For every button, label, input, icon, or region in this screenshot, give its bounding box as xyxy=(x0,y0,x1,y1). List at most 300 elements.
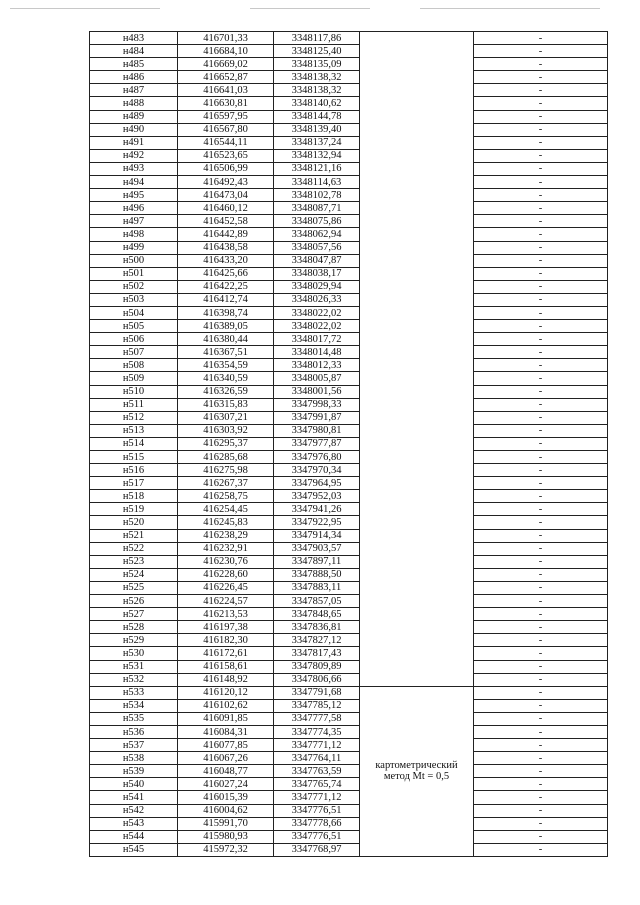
x-coordinate-cell: 415980,93 xyxy=(178,830,274,843)
note-cell: - xyxy=(474,647,608,660)
table-row xyxy=(90,647,608,660)
x-coordinate-cell: 416120,12 xyxy=(178,686,274,699)
note-cell: - xyxy=(474,817,608,830)
table-row xyxy=(90,189,608,202)
y-coordinate-cell: 3348121,16 xyxy=(274,162,360,175)
point-name-cell: н498 xyxy=(90,228,178,241)
point-name-cell: н484 xyxy=(90,45,178,58)
table-row xyxy=(90,843,608,856)
note-cell: - xyxy=(474,608,608,621)
table-row xyxy=(90,752,608,765)
note-cell: - xyxy=(474,372,608,385)
table-row xyxy=(90,320,608,333)
y-coordinate-cell: 3348005,87 xyxy=(274,372,360,385)
y-coordinate-cell: 3347764,11 xyxy=(274,752,360,765)
x-coordinate-cell: 416267,37 xyxy=(178,477,274,490)
x-coordinate-cell: 416230,76 xyxy=(178,555,274,568)
y-coordinate-cell: 3347897,11 xyxy=(274,555,360,568)
x-coordinate-cell: 416412,74 xyxy=(178,293,274,306)
x-coordinate-cell: 416091,85 xyxy=(178,712,274,725)
point-name-cell: н502 xyxy=(90,280,178,293)
note-cell: - xyxy=(474,464,608,477)
y-coordinate-cell: 3347980,81 xyxy=(274,424,360,437)
note-cell: - xyxy=(474,712,608,725)
x-coordinate-cell: 416398,74 xyxy=(178,306,274,319)
y-coordinate-cell: 3347763,59 xyxy=(274,765,360,778)
note-cell: - xyxy=(474,123,608,136)
note-cell: - xyxy=(474,778,608,791)
y-coordinate-cell: 3348026,33 xyxy=(274,293,360,306)
x-coordinate-cell: 416684,10 xyxy=(178,45,274,58)
x-coordinate-cell: 416004,62 xyxy=(178,804,274,817)
note-cell: - xyxy=(474,267,608,280)
y-coordinate-cell: 3347883,11 xyxy=(274,581,360,594)
y-coordinate-cell: 3347914,34 xyxy=(274,529,360,542)
x-coordinate-cell: 416452,58 xyxy=(178,215,274,228)
x-coordinate-cell: 416544,11 xyxy=(178,136,274,149)
note-cell: - xyxy=(474,752,608,765)
x-coordinate-cell: 416460,12 xyxy=(178,202,274,215)
note-cell: - xyxy=(474,189,608,202)
y-coordinate-cell: 3347774,35 xyxy=(274,725,360,738)
table-row xyxy=(90,280,608,293)
table-row xyxy=(90,254,608,267)
table-row xyxy=(90,725,608,738)
table-row xyxy=(90,372,608,385)
y-coordinate-cell: 3348144,78 xyxy=(274,110,360,123)
note-cell: - xyxy=(474,306,608,319)
x-coordinate-cell: 416148,92 xyxy=(178,673,274,686)
x-coordinate-cell: 416701,33 xyxy=(178,32,274,45)
table-row xyxy=(90,359,608,372)
y-coordinate-cell: 3347977,87 xyxy=(274,437,360,450)
y-coordinate-cell: 3348029,94 xyxy=(274,280,360,293)
table-row xyxy=(90,830,608,843)
y-coordinate-cell: 3347998,33 xyxy=(274,398,360,411)
x-coordinate-cell: 416425,66 xyxy=(178,267,274,280)
coordinates-table-body xyxy=(90,32,608,857)
note-cell: - xyxy=(474,673,608,686)
point-name-cell: н537 xyxy=(90,739,178,752)
y-coordinate-cell: 3348022,02 xyxy=(274,320,360,333)
table-row xyxy=(90,149,608,162)
y-coordinate-cell: 3347785,12 xyxy=(274,699,360,712)
note-cell: - xyxy=(474,503,608,516)
point-name-cell: н529 xyxy=(90,634,178,647)
table-row xyxy=(90,621,608,634)
note-cell: - xyxy=(474,791,608,804)
x-coordinate-cell: 416224,57 xyxy=(178,595,274,608)
note-cell: - xyxy=(474,765,608,778)
x-coordinate-cell: 416597,95 xyxy=(178,110,274,123)
y-coordinate-cell: 3347857,05 xyxy=(274,595,360,608)
y-coordinate-cell: 3347941,26 xyxy=(274,503,360,516)
note-cell: - xyxy=(474,58,608,71)
point-name-cell: н523 xyxy=(90,555,178,568)
point-name-cell: н531 xyxy=(90,660,178,673)
table-row xyxy=(90,451,608,464)
y-coordinate-cell: 3347791,68 xyxy=(274,686,360,699)
x-coordinate-cell: 416258,75 xyxy=(178,490,274,503)
y-coordinate-cell: 3347777,58 xyxy=(274,712,360,725)
point-name-cell: н493 xyxy=(90,162,178,175)
note-cell: - xyxy=(474,398,608,411)
x-coordinate-cell: 416380,44 xyxy=(178,333,274,346)
x-coordinate-cell: 416326,59 xyxy=(178,385,274,398)
note-cell: - xyxy=(474,110,608,123)
x-coordinate-cell: 416523,65 xyxy=(178,149,274,162)
y-coordinate-cell: 3348139,40 xyxy=(274,123,360,136)
y-coordinate-cell: 3347776,51 xyxy=(274,830,360,843)
note-cell: - xyxy=(474,385,608,398)
table-row xyxy=(90,71,608,84)
table-row xyxy=(90,516,608,529)
table-row xyxy=(90,437,608,450)
point-name-cell: н545 xyxy=(90,843,178,856)
y-coordinate-cell: 3348062,94 xyxy=(274,228,360,241)
note-cell: - xyxy=(474,804,608,817)
table-row xyxy=(90,555,608,568)
x-coordinate-cell: 416238,29 xyxy=(178,529,274,542)
table-row xyxy=(90,464,608,477)
point-name-cell: н525 xyxy=(90,581,178,594)
point-name-cell: н526 xyxy=(90,595,178,608)
x-coordinate-cell: 416442,89 xyxy=(178,228,274,241)
x-coordinate-cell: 416422,25 xyxy=(178,280,274,293)
y-coordinate-cell: 3347768,97 xyxy=(274,843,360,856)
y-coordinate-cell: 3348087,71 xyxy=(274,202,360,215)
y-coordinate-cell: 3347765,74 xyxy=(274,778,360,791)
note-cell: - xyxy=(474,451,608,464)
y-coordinate-cell: 3347776,51 xyxy=(274,804,360,817)
point-name-cell: н522 xyxy=(90,542,178,555)
note-cell: - xyxy=(474,411,608,424)
note-cell: - xyxy=(474,254,608,267)
y-coordinate-cell: 3348114,63 xyxy=(274,176,360,189)
x-coordinate-cell: 416438,58 xyxy=(178,241,274,254)
point-name-cell: н535 xyxy=(90,712,178,725)
point-name-cell: н509 xyxy=(90,372,178,385)
point-name-cell: н512 xyxy=(90,411,178,424)
table-row xyxy=(90,123,608,136)
y-coordinate-cell: 3347836,81 xyxy=(274,621,360,634)
note-cell: - xyxy=(474,202,608,215)
y-coordinate-cell: 3347976,80 xyxy=(274,451,360,464)
table-row xyxy=(90,477,608,490)
point-name-cell: н490 xyxy=(90,123,178,136)
table-row xyxy=(90,346,608,359)
table-row xyxy=(90,503,608,516)
x-coordinate-cell: 416226,45 xyxy=(178,581,274,594)
y-coordinate-cell: 3348001,56 xyxy=(274,385,360,398)
y-coordinate-cell: 3348038,17 xyxy=(274,267,360,280)
table-row xyxy=(90,162,608,175)
table-row xyxy=(90,817,608,830)
table-row xyxy=(90,778,608,791)
x-coordinate-cell: 416315,83 xyxy=(178,398,274,411)
y-coordinate-cell: 3348022,02 xyxy=(274,306,360,319)
y-coordinate-cell: 3348125,40 xyxy=(274,45,360,58)
x-coordinate-cell: 416506,99 xyxy=(178,162,274,175)
y-coordinate-cell: 3348102,78 xyxy=(274,189,360,202)
x-coordinate-cell: 416158,61 xyxy=(178,660,274,673)
table-row xyxy=(90,568,608,581)
x-coordinate-cell: 416285,68 xyxy=(178,451,274,464)
table-row xyxy=(90,581,608,594)
note-cell: - xyxy=(474,555,608,568)
note-cell: - xyxy=(474,516,608,529)
point-name-cell: н504 xyxy=(90,306,178,319)
point-name-cell: н485 xyxy=(90,58,178,71)
point-name-cell: н534 xyxy=(90,699,178,712)
y-coordinate-cell: 3348135,09 xyxy=(274,58,360,71)
scan-artifact xyxy=(250,8,370,9)
x-coordinate-cell: 416492,43 xyxy=(178,176,274,189)
note-cell: - xyxy=(474,477,608,490)
point-name-cell: н497 xyxy=(90,215,178,228)
x-coordinate-cell: 415972,32 xyxy=(178,843,274,856)
table-row xyxy=(90,228,608,241)
point-name-cell: н483 xyxy=(90,32,178,45)
point-name-cell: н541 xyxy=(90,791,178,804)
y-coordinate-cell: 3347952,03 xyxy=(274,490,360,503)
point-name-cell: н505 xyxy=(90,320,178,333)
point-name-cell: н511 xyxy=(90,398,178,411)
table-row xyxy=(90,608,608,621)
table-row xyxy=(90,791,608,804)
y-coordinate-cell: 3348117,86 xyxy=(274,32,360,45)
x-coordinate-cell: 416275,98 xyxy=(178,464,274,477)
point-name-cell: н539 xyxy=(90,765,178,778)
scan-artifact xyxy=(420,8,600,9)
note-cell: - xyxy=(474,162,608,175)
point-name-cell: н499 xyxy=(90,241,178,254)
point-name-cell: н536 xyxy=(90,725,178,738)
note-cell: - xyxy=(474,97,608,110)
y-coordinate-cell: 3347922,95 xyxy=(274,516,360,529)
point-name-cell: н514 xyxy=(90,437,178,450)
x-coordinate-cell: 416367,51 xyxy=(178,346,274,359)
table-row xyxy=(90,398,608,411)
note-cell: - xyxy=(474,215,608,228)
table-row xyxy=(90,634,608,647)
table-row xyxy=(90,267,608,280)
note-cell: - xyxy=(474,84,608,97)
point-name-cell: н507 xyxy=(90,346,178,359)
y-coordinate-cell: 3348132,94 xyxy=(274,149,360,162)
note-cell: - xyxy=(474,437,608,450)
y-coordinate-cell: 3347806,66 xyxy=(274,673,360,686)
note-cell: - xyxy=(474,660,608,673)
x-coordinate-cell: 416669,02 xyxy=(178,58,274,71)
point-name-cell: н519 xyxy=(90,503,178,516)
table-row xyxy=(90,673,608,686)
table-row xyxy=(90,804,608,817)
x-coordinate-cell: 416048,77 xyxy=(178,765,274,778)
note-cell: - xyxy=(474,490,608,503)
x-coordinate-cell: 416213,53 xyxy=(178,608,274,621)
point-name-cell: н488 xyxy=(90,97,178,110)
y-coordinate-cell: 3348138,32 xyxy=(274,84,360,97)
y-coordinate-cell: 3348137,24 xyxy=(274,136,360,149)
x-coordinate-cell: 416182,30 xyxy=(178,634,274,647)
point-name-cell: н527 xyxy=(90,608,178,621)
y-coordinate-cell: 3348017,72 xyxy=(274,333,360,346)
point-name-cell: н532 xyxy=(90,673,178,686)
table-row xyxy=(90,333,608,346)
note-cell: - xyxy=(474,71,608,84)
point-name-cell: н508 xyxy=(90,359,178,372)
table-row xyxy=(90,712,608,725)
note-cell: - xyxy=(474,830,608,843)
y-coordinate-cell: 3347827,12 xyxy=(274,634,360,647)
table-row xyxy=(90,110,608,123)
table-row xyxy=(90,241,608,254)
x-coordinate-cell: 416027,24 xyxy=(178,778,274,791)
note-cell: - xyxy=(474,424,608,437)
point-name-cell: н513 xyxy=(90,424,178,437)
x-coordinate-cell: 416473,04 xyxy=(178,189,274,202)
table-row xyxy=(90,660,608,673)
x-coordinate-cell: 416307,21 xyxy=(178,411,274,424)
y-coordinate-cell: 3348075,86 xyxy=(274,215,360,228)
point-name-cell: н530 xyxy=(90,647,178,660)
point-name-cell: н486 xyxy=(90,71,178,84)
x-coordinate-cell: 416232,91 xyxy=(178,542,274,555)
y-coordinate-cell: 3347771,12 xyxy=(274,739,360,752)
x-coordinate-cell: 416641,03 xyxy=(178,84,274,97)
y-coordinate-cell: 3347778,66 xyxy=(274,817,360,830)
table-row xyxy=(90,84,608,97)
table-row xyxy=(90,306,608,319)
y-coordinate-cell: 3347964,95 xyxy=(274,477,360,490)
note-cell: - xyxy=(474,320,608,333)
table-row xyxy=(90,411,608,424)
note-cell: - xyxy=(474,568,608,581)
note-cell: - xyxy=(474,686,608,699)
x-coordinate-cell: 416295,37 xyxy=(178,437,274,450)
note-cell: - xyxy=(474,581,608,594)
x-coordinate-cell: 416067,26 xyxy=(178,752,274,765)
point-name-cell: н521 xyxy=(90,529,178,542)
point-name-cell: н517 xyxy=(90,477,178,490)
note-cell: - xyxy=(474,32,608,45)
point-name-cell: н495 xyxy=(90,189,178,202)
point-name-cell: н520 xyxy=(90,516,178,529)
table-row xyxy=(90,529,608,542)
note-cell: - xyxy=(474,149,608,162)
x-coordinate-cell: 416102,62 xyxy=(178,699,274,712)
table-row xyxy=(90,490,608,503)
note-cell: - xyxy=(474,699,608,712)
table-row xyxy=(90,595,608,608)
note-cell: - xyxy=(474,346,608,359)
x-coordinate-cell: 416228,60 xyxy=(178,568,274,581)
table-row xyxy=(90,136,608,149)
x-coordinate-cell: 416172,61 xyxy=(178,647,274,660)
y-coordinate-cell: 3347809,89 xyxy=(274,660,360,673)
table-row xyxy=(90,385,608,398)
table-row xyxy=(90,686,608,699)
table-row xyxy=(90,424,608,437)
method-cell: картометрический метод Mt = 0,5 xyxy=(360,686,474,856)
y-coordinate-cell: 3348138,32 xyxy=(274,71,360,84)
table-row xyxy=(90,699,608,712)
y-coordinate-cell: 3348014,48 xyxy=(274,346,360,359)
x-coordinate-cell: 416389,05 xyxy=(178,320,274,333)
note-cell: - xyxy=(474,228,608,241)
note-cell: - xyxy=(474,136,608,149)
point-name-cell: н538 xyxy=(90,752,178,765)
point-name-cell: н500 xyxy=(90,254,178,267)
x-coordinate-cell: 416652,87 xyxy=(178,71,274,84)
y-coordinate-cell: 3348012,33 xyxy=(274,359,360,372)
point-name-cell: н496 xyxy=(90,202,178,215)
y-coordinate-cell: 3347817,43 xyxy=(274,647,360,660)
note-cell: - xyxy=(474,45,608,58)
point-name-cell: н510 xyxy=(90,385,178,398)
point-name-cell: н543 xyxy=(90,817,178,830)
x-coordinate-cell: 416015,39 xyxy=(178,791,274,804)
point-name-cell: н544 xyxy=(90,830,178,843)
point-name-cell: н491 xyxy=(90,136,178,149)
x-coordinate-cell: 416630,81 xyxy=(178,97,274,110)
table-row xyxy=(90,765,608,778)
x-coordinate-cell: 416433,20 xyxy=(178,254,274,267)
note-cell: - xyxy=(474,280,608,293)
x-coordinate-cell: 416084,31 xyxy=(178,725,274,738)
method-cell-blank xyxy=(360,32,474,687)
y-coordinate-cell: 3347903,57 xyxy=(274,542,360,555)
point-name-cell: н515 xyxy=(90,451,178,464)
x-coordinate-cell: 416354,59 xyxy=(178,359,274,372)
y-coordinate-cell: 3348057,56 xyxy=(274,241,360,254)
note-cell: - xyxy=(474,739,608,752)
note-cell: - xyxy=(474,241,608,254)
y-coordinate-cell: 3348047,87 xyxy=(274,254,360,267)
x-coordinate-cell: 416567,80 xyxy=(178,123,274,136)
x-coordinate-cell: 416197,38 xyxy=(178,621,274,634)
table-row xyxy=(90,176,608,189)
table-row xyxy=(90,293,608,306)
table-row xyxy=(90,542,608,555)
point-name-cell: н487 xyxy=(90,84,178,97)
coordinates-table xyxy=(89,31,608,857)
x-coordinate-cell: 416077,85 xyxy=(178,739,274,752)
point-name-cell: н494 xyxy=(90,176,178,189)
note-cell: - xyxy=(474,176,608,189)
note-cell: - xyxy=(474,621,608,634)
point-name-cell: н492 xyxy=(90,149,178,162)
y-coordinate-cell: 3348140,62 xyxy=(274,97,360,110)
x-coordinate-cell: 416340,59 xyxy=(178,372,274,385)
y-coordinate-cell: 3347848,65 xyxy=(274,608,360,621)
table-row xyxy=(90,32,608,45)
y-coordinate-cell: 3347991,87 xyxy=(274,411,360,424)
point-name-cell: н524 xyxy=(90,568,178,581)
table-row xyxy=(90,215,608,228)
note-cell: - xyxy=(474,634,608,647)
note-cell: - xyxy=(474,725,608,738)
x-coordinate-cell: 416303,92 xyxy=(178,424,274,437)
point-name-cell: н489 xyxy=(90,110,178,123)
point-name-cell: н542 xyxy=(90,804,178,817)
x-coordinate-cell: 416245,83 xyxy=(178,516,274,529)
table-row xyxy=(90,45,608,58)
x-coordinate-cell: 415991,70 xyxy=(178,817,274,830)
point-name-cell: н533 xyxy=(90,686,178,699)
point-name-cell: н518 xyxy=(90,490,178,503)
